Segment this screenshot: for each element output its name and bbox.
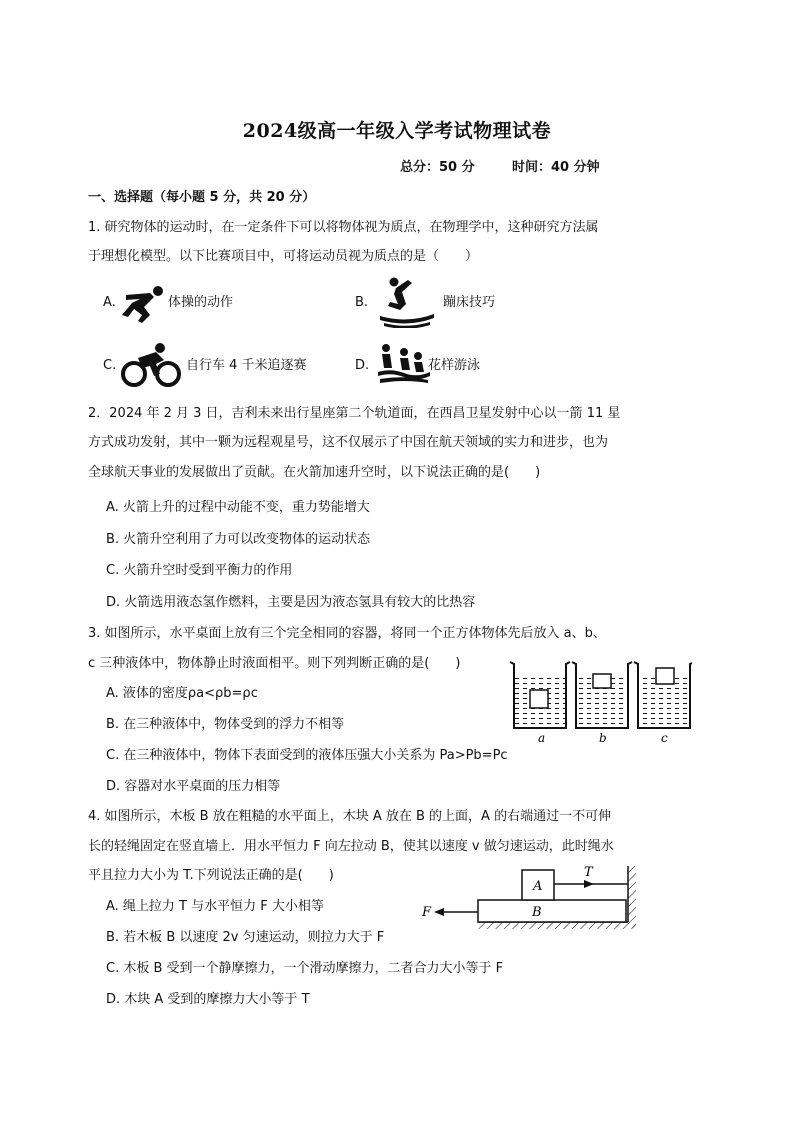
beaker-a bbox=[510, 662, 570, 728]
q2-option-b: B. 火箭升空利用了力可以改变物体的运动状态 bbox=[106, 532, 371, 547]
q3-option-c: C. 在三种液体中，物体下表面受到的液体压强大小关系为 Pa>Pb=Pc bbox=[106, 748, 508, 763]
total-score: 总分：50 分 bbox=[400, 160, 475, 175]
synchronized-swimming-icon bbox=[378, 342, 430, 384]
q2-option-a: A. 火箭上升的过程中动能不变，重力势能增大 bbox=[106, 500, 370, 515]
blocks-figure bbox=[418, 862, 640, 932]
q4-text-line3: 平且拉力大小为 T.下列说法正确的是( ) bbox=[88, 868, 334, 883]
q1-option-c-letter: C. bbox=[103, 358, 117, 373]
beaker-label-b: b bbox=[599, 731, 607, 745]
beaker-label-c: c bbox=[661, 731, 668, 745]
label-block-a: A bbox=[533, 879, 543, 894]
time-limit: 时间：40 分钟 bbox=[512, 160, 600, 175]
q1-option-d-text: 花样游泳 bbox=[428, 358, 481, 373]
label-block-b: B bbox=[532, 905, 542, 920]
q2-text-line2: 方式成功发射，其中一颗为远程观星号，这不仅展示了中国在航天领域的实力和进步，也为 bbox=[88, 435, 609, 450]
q2-text-line1: 2．2024 年 2 月 3 日，吉利未来出行星座第二个轨道面，在西昌卫星发射中心以一箭 11 星 bbox=[88, 406, 621, 421]
q3-option-d: D. 容器对水平桌面的压力相等 bbox=[106, 779, 281, 794]
label-tension-t: T bbox=[584, 865, 593, 880]
q3-text-line1: 3. 如图所示，水平桌面上放有三个完全相同的容器，将同一个正方体物体先后放入 a、b、 bbox=[88, 626, 606, 641]
q3-option-a: A. 液体的密度ρa<ρb=ρc bbox=[106, 686, 258, 701]
gymnastics-icon bbox=[120, 283, 168, 325]
q1-option-d-letter: D. bbox=[355, 358, 370, 373]
q1-text-line2: 于理想化模型。以下比赛项目中，可将运动员视为质点的是（ ） bbox=[88, 249, 479, 264]
beaker-c bbox=[634, 662, 692, 728]
q1-option-a-text: 体操的动作 bbox=[168, 295, 234, 310]
tension-arrow-icon bbox=[584, 880, 594, 888]
trampoline-icon bbox=[378, 276, 436, 328]
q4-option-b: B. 若木板 B 以速度 2v 匀速运动，则拉力大于 F bbox=[106, 930, 385, 945]
q3-text-line2: c 三种液体中，物体静止时液面相平。则下列判断正确的是( ) bbox=[88, 656, 461, 671]
q4-option-a: A. 绳上拉力 T 与水平恒力 F 大小相等 bbox=[106, 899, 324, 914]
q1-option-b-letter: B. bbox=[355, 295, 369, 310]
q4-text-line2: 长的轻绳固定在竖直墙上．用水平恒力 F 向左拉动 B，使其以速度 v 做匀速运动，此时绳水 bbox=[88, 839, 614, 854]
q1-option-a-letter: A. bbox=[103, 295, 116, 310]
q2-option-d: D. 火箭选用液态氢作燃料，主要是因为液态氢具有较大的比热容 bbox=[106, 595, 476, 610]
q2-option-c: C. 火箭升空时受到平衡力的作用 bbox=[106, 563, 293, 578]
q2-text-line3: 全球航天事业的发展做出了贡献。在火箭加速升空时，以下说法正确的是( ) bbox=[88, 465, 541, 480]
q4-option-c: C. 木板 B 受到一个静摩擦力，一个滑动摩擦力，二者合力大小等于 F bbox=[106, 961, 504, 976]
force-arrow-icon bbox=[434, 908, 444, 916]
q1-option-b-text: 蹦床技巧 bbox=[443, 295, 496, 310]
section-heading: 一、选择题（每小题 5 分，共 20 分） bbox=[88, 190, 316, 205]
beaker-label-a: a bbox=[538, 731, 546, 745]
beaker-b bbox=[572, 662, 632, 728]
q4-text-line1: 4. 如图所示，木板 B 放在粗糙的水平面上，木块 A 放在 B 的上面，A 的右端通过一不可伸 bbox=[88, 809, 612, 824]
q1-text-line1: 1. 研究物体的运动时，在一定条件下可以将物体视为质点，在物理学中，这种研究方法属 bbox=[88, 220, 599, 235]
q4-option-d: D. 木块 A 受到的摩擦力大小等于 T bbox=[106, 992, 310, 1007]
block-b bbox=[478, 900, 626, 922]
cycling-icon bbox=[120, 342, 182, 388]
label-force-f: F bbox=[422, 905, 432, 920]
beakers-figure bbox=[506, 656, 692, 746]
q1-option-c-text: 自行车 4 千米追逐赛 bbox=[186, 358, 307, 373]
q3-option-b: B. 在三种液体中，物体受到的浮力不相等 bbox=[106, 717, 345, 732]
page-title: 2024级高一年级入学考试物理试卷 bbox=[242, 120, 552, 142]
